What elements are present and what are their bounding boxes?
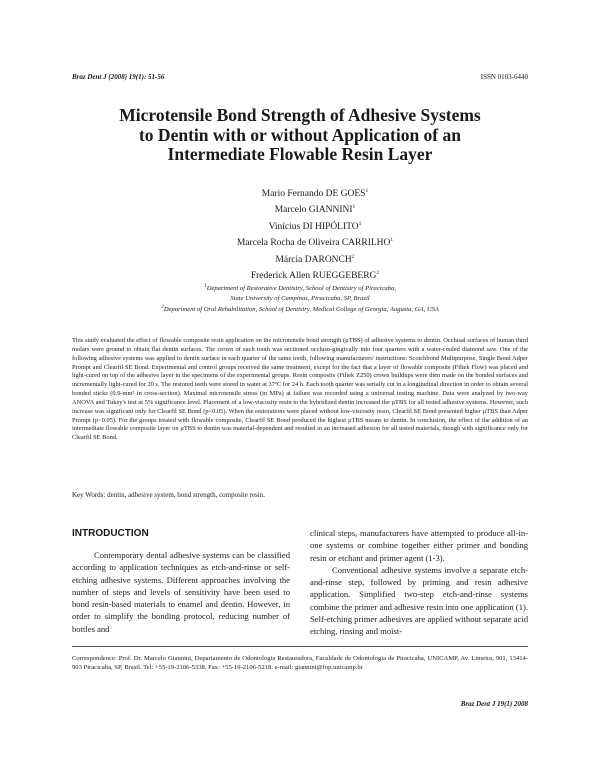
keywords: Key Words: dentin, adhesive system, bond strength, composite resin. xyxy=(72,491,265,499)
right-column xyxy=(310,527,528,638)
author: Marcelo GIANNINI$^1$ xyxy=(274,204,356,216)
journal-reference: Braz Dent J (2008) 19(1): 51-56 xyxy=(72,73,165,81)
author: Mario Fernando DE GOES$^1$ xyxy=(261,188,369,200)
left-column xyxy=(72,549,290,635)
paragraph: clinical steps, manufacturers have attempted to produce all-in-one systems or combine together either primer and bonding resin or etchant and primer agent (1-3). xyxy=(310,528,528,563)
article-title xyxy=(60,106,540,165)
author: Márcia DARONCH$^2$ xyxy=(275,253,355,265)
correspondence: Correspondence: Prof. Dr. Marcelo Giannini, Departamento de Odontologia Restauradora, Faculdade de Odontologia de Piracicaba, UNICAMP, Av. Limeira, 901, 13414-903 Piracicaba, SP, Brasil. Tel: +55-19-2106-5338. Fax: +55-19-2106-5218. e-mail: giannini@fop.unicamp.br xyxy=(72,655,528,672)
author-list xyxy=(150,185,480,284)
author: Marcela Rocha de Oliveira CARRILHO$^1$ xyxy=(236,237,394,249)
affiliation: State University of Campinas, Piracicaba, SP, Brazil xyxy=(230,294,370,302)
affiliation: $^1$Department of Restorative Dentistry, School of Dentistry of Piracicaba, xyxy=(203,283,397,293)
divider xyxy=(72,646,528,647)
abstract: This study evaluated the effect of flowable composite resin application on the microtensile bond strength (µTBS) of adhesive systems to dentin. Occlusal surfaces of human third molars were ground to obtain flat dentin surfaces. The crown of each tooth was sectioned occluso-gingivally into four quarters with a water-cooled diamond saw. One of the following adhesive systems was applied to dentin surface in each quarter of the same tooth, following manufacturers' instructions: Scotchbond Multipurpose, Single Bond Adper Prompt and Clearfil SE Bond. Experimental and control groups received the same treatment, except for the fact that a layer of flowable composite (Filtek Flow) was placed and light-cured on top of the adhesive layer in the specimens of the experimental groups. Resin composite (Filtek Z250) crown buildups were then made on the bonded surfaces and incrementally light-cured for 20 s. The restored teeth were stored in water at 37ºC for 24 h. Each tooth quarter was serially cut in a longitudinal direction in order to obtain several bonded sticks (0.9-mm² in cross-section). Maximal microtensile stress (in MPa) at failure was recorded using a universal testing machine. Data were analyzed by two-way ANOVA and Tukey's test at 5% significance level. Placement of a low-viscosity resin to the hybridized dentin increased the µTBS for all tested adhesive systems. However, such increase was significant only for Clearfil SE Bond (p<0.05). When the restorations were placed without low-viscosity resin, Clearfil SE Bond presented higher µTBS than Adper Prompt (p<0.05). For the groups treated with flowable composite, Clearfil SE Bond produced the highest µTBS means to dentin. In conclusion, the effect of the addition of an intermediate flowable composite layer on µTBS to dentin was material-dependent and resulted in an increased adhesion for all tested materials, though with significance only for Clearfil SE Bond. xyxy=(72,337,528,442)
title-line: Microtensile Bond Strength of Adhesive Systems xyxy=(119,105,481,125)
author: Frederick Allen RUEGGEBERG$^2$ xyxy=(250,270,380,282)
title-line: Intermediate Flowable Resin Layer xyxy=(167,144,433,164)
issn: ISSN 0103-6440 xyxy=(480,73,528,81)
affiliations xyxy=(90,282,510,315)
paragraph: Conventional adhesive systems involve a separate etch-and-rinse step, followed by priming and resin adhesive application. Simplified two-step etch-and-rinse systems combine the primer and adhesive resin into one application (1). Self-etching primer adhesives are applied without separate acid etching, rinsing and moist- xyxy=(310,564,528,637)
paragraph: Contemporary dental adhesive systems can be classified according to application techniques as etch-and-rinse or self-etching adhesive systems. Different approaches involving the number of steps and levels of sensitivity have been used to bond resin-based materials to enamel and dentin. However, in order to simplify the bonding protocol, reducing number of bottles and xyxy=(72,550,290,634)
affiliation: $^2$Department of Oral Rehabilitation, School of Dentistry, Medical College of Georgia, Augusta, GA, USA xyxy=(161,304,439,314)
author: Vinícius DI HIPÓLITO$^1$ xyxy=(268,220,362,233)
page-footer: Braz Dent J 19(1) 2008 xyxy=(460,700,528,708)
title-line: to Dentin with or without Application of an xyxy=(138,124,461,145)
section-heading-introduction: INTRODUCTION xyxy=(72,528,149,539)
